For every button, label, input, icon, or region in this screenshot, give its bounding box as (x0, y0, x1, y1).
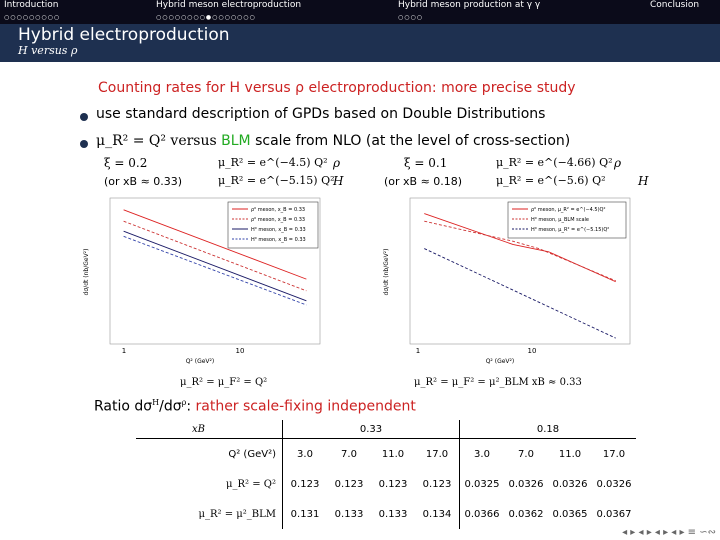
legend-entry: ρ⁰ meson, x_B = 0.33 (251, 217, 306, 223)
bullet-blm-prefix: μ_R² = Q² versus (96, 133, 222, 149)
series-line (424, 249, 615, 339)
frame-title-bar (0, 24, 720, 62)
row-label-q2: μ_R² = Q² (226, 478, 276, 490)
bullet-blm-suffix: scale from NLO (at the level of cross-section) (250, 133, 571, 149)
table-cell: 3.0 (283, 439, 328, 470)
xb-value: 0.33 (283, 420, 460, 439)
nav-section-label: Hybrid meson production at γ γ (398, 0, 541, 10)
left-chart (80, 192, 340, 374)
table-cell: 0.0367 (596, 508, 632, 520)
nav-section-hybrid-gamma-gamma[interactable] (398, 0, 540, 10)
x-tick-label: 10 (235, 347, 245, 355)
beamer-navigation-controls[interactable]: ◂ ▸ ◂ ▸ ◂ ▸ ◂ ▸ ≡ ∽∾ (622, 527, 716, 538)
left-rho-label: ρ (333, 156, 341, 170)
table-cell: 0.0325 (460, 469, 505, 499)
q2-header: Q² (GeV²) (228, 448, 276, 460)
left-xb: (or xB ≈ 0.33) (104, 175, 183, 188)
left-scale-caption: μ_R² = μ_F² = Q² (180, 377, 268, 388)
table-row (136, 469, 636, 499)
nav-section-conclusion[interactable] (650, 0, 699, 10)
legend (228, 202, 318, 248)
legend-entry: H⁰ meson, μ_BLM scale (531, 217, 589, 223)
table-row (136, 499, 636, 529)
ratio-superscript-rho: ρ (181, 398, 187, 407)
bullet-icon (80, 140, 88, 148)
nav-section-label: Introduction (4, 0, 59, 10)
section-navigation (0, 0, 720, 24)
legend-entry: H⁰ meson, x_B = 0.33 (251, 227, 306, 233)
x-tick-label: 10 (527, 347, 537, 355)
table-cell: 0.123 (283, 469, 328, 499)
ratio-colon: : (186, 398, 192, 415)
table-cell: 0.131 (283, 499, 328, 529)
nav-dots-gamma[interactable]: ○○○○ (398, 14, 423, 21)
table-cell: 11.0 (558, 448, 582, 460)
frame-title: Hybrid electroproduction (18, 25, 230, 45)
table-cell: 0.0326 (596, 478, 632, 490)
ratio-table (136, 420, 636, 529)
nav-dots-hybrid[interactable]: ○○○○○○○○●○○○○○○○ (156, 14, 256, 21)
table-row (136, 420, 636, 439)
table-cell: 3.0 (460, 439, 505, 470)
right-mu-h: μ_R² = e^(−5.6) Q² (496, 174, 606, 187)
table-cell: 0.123 (422, 478, 452, 490)
x-axis-label: Q² (GeV²) (185, 358, 215, 365)
right-mu-rho: μ_R² = e^(−4.66) Q² (496, 156, 613, 169)
section-heading: Counting rates for H versus ρ electroproduction: more precise study (98, 80, 576, 96)
table-cell: 17.0 (602, 448, 626, 460)
table-cell: 0.0326 (552, 478, 588, 490)
nav-dots-introduction[interactable]: ○○○○○○○○○ (4, 14, 61, 21)
table-cell: 0.0362 (508, 508, 544, 520)
legend-entry: H⁰ meson, x_B = 0.33 (251, 237, 306, 243)
left-mu-h: μ_R² = e^(−5.15) Q² (218, 174, 335, 187)
right-chart (380, 192, 650, 374)
left-xi: ξ = 0.2 (104, 156, 148, 170)
nav-section-label: Conclusion (650, 0, 700, 10)
table-row (136, 439, 636, 470)
legend-entry: H⁰ meson, μ_R² = e^(−5.15)Q² (531, 227, 610, 233)
table-cell: 0.133 (334, 508, 364, 520)
nav-section-hybrid-meson-electroproduction[interactable] (156, 0, 301, 10)
bullet-gpd: use standard description of GPDs based on Double Distributions (96, 106, 546, 122)
bullet-icon (80, 113, 88, 121)
x-axis-label: Q² (GeV²) (485, 358, 515, 365)
right-scale-caption: μ_R² = μ_F² = μ²_BLM xB ≈ 0.33 (414, 377, 582, 388)
xb-value: 0.18 (460, 420, 637, 439)
right-rho-label: ρ (614, 156, 622, 170)
ratio-statement (94, 398, 416, 415)
legend (508, 202, 626, 238)
bullet-blm (96, 133, 570, 149)
table-cell: 7.0 (518, 448, 534, 460)
table-cell: 17.0 (425, 448, 449, 460)
frame-subtitle: H versus ρ (18, 44, 78, 57)
x-tick-label: 1 (121, 347, 127, 355)
left-h-label: H (333, 174, 344, 188)
ratio-conclusion: rather scale-fixing independent (191, 398, 416, 415)
left-mu-rho: μ_R² = e^(−4.5) Q² (218, 156, 328, 169)
table-cell: 0.134 (422, 508, 452, 520)
blm-label: BLM (221, 133, 251, 149)
right-h-label: H (638, 174, 649, 188)
table-cell: 0.0326 (508, 478, 544, 490)
ratio-prefix: Ratio dσ (94, 398, 153, 415)
nav-section-introduction[interactable] (4, 0, 59, 10)
y-axis-label: dσ/dt (nb/GeV²) (383, 248, 390, 296)
row-label-blm: μ_R² = μ²_BLM (198, 508, 276, 520)
right-xi: ξ = 0.1 (404, 156, 448, 170)
table-cell: 7.0 (341, 448, 357, 460)
table-cell: 11.0 (381, 448, 405, 460)
y-axis-label: dσ/dt (nb/GeV²) (83, 248, 90, 296)
ratio-superscript-h: H (152, 398, 160, 407)
table-cell: 0.0366 (460, 499, 505, 529)
table-cell: 0.133 (378, 508, 408, 520)
nav-section-label: Hybrid meson electroproduction (156, 0, 302, 10)
ratio-mid: /dσ (159, 398, 182, 415)
x-tick-label: 1 (415, 347, 421, 355)
table-cell: 0.123 (378, 478, 408, 490)
right-xb: (or xB ≈ 0.18) (384, 175, 463, 188)
legend-entry: ρ⁰ meson, μ_R² = e^(−4.5)Q² (531, 207, 606, 213)
table-cell: 0.0365 (552, 508, 588, 520)
table-cell: 0.123 (334, 478, 364, 490)
xb-header: xB (192, 423, 205, 435)
legend-entry: ρ⁰ meson, x_B = 0.33 (251, 207, 306, 213)
